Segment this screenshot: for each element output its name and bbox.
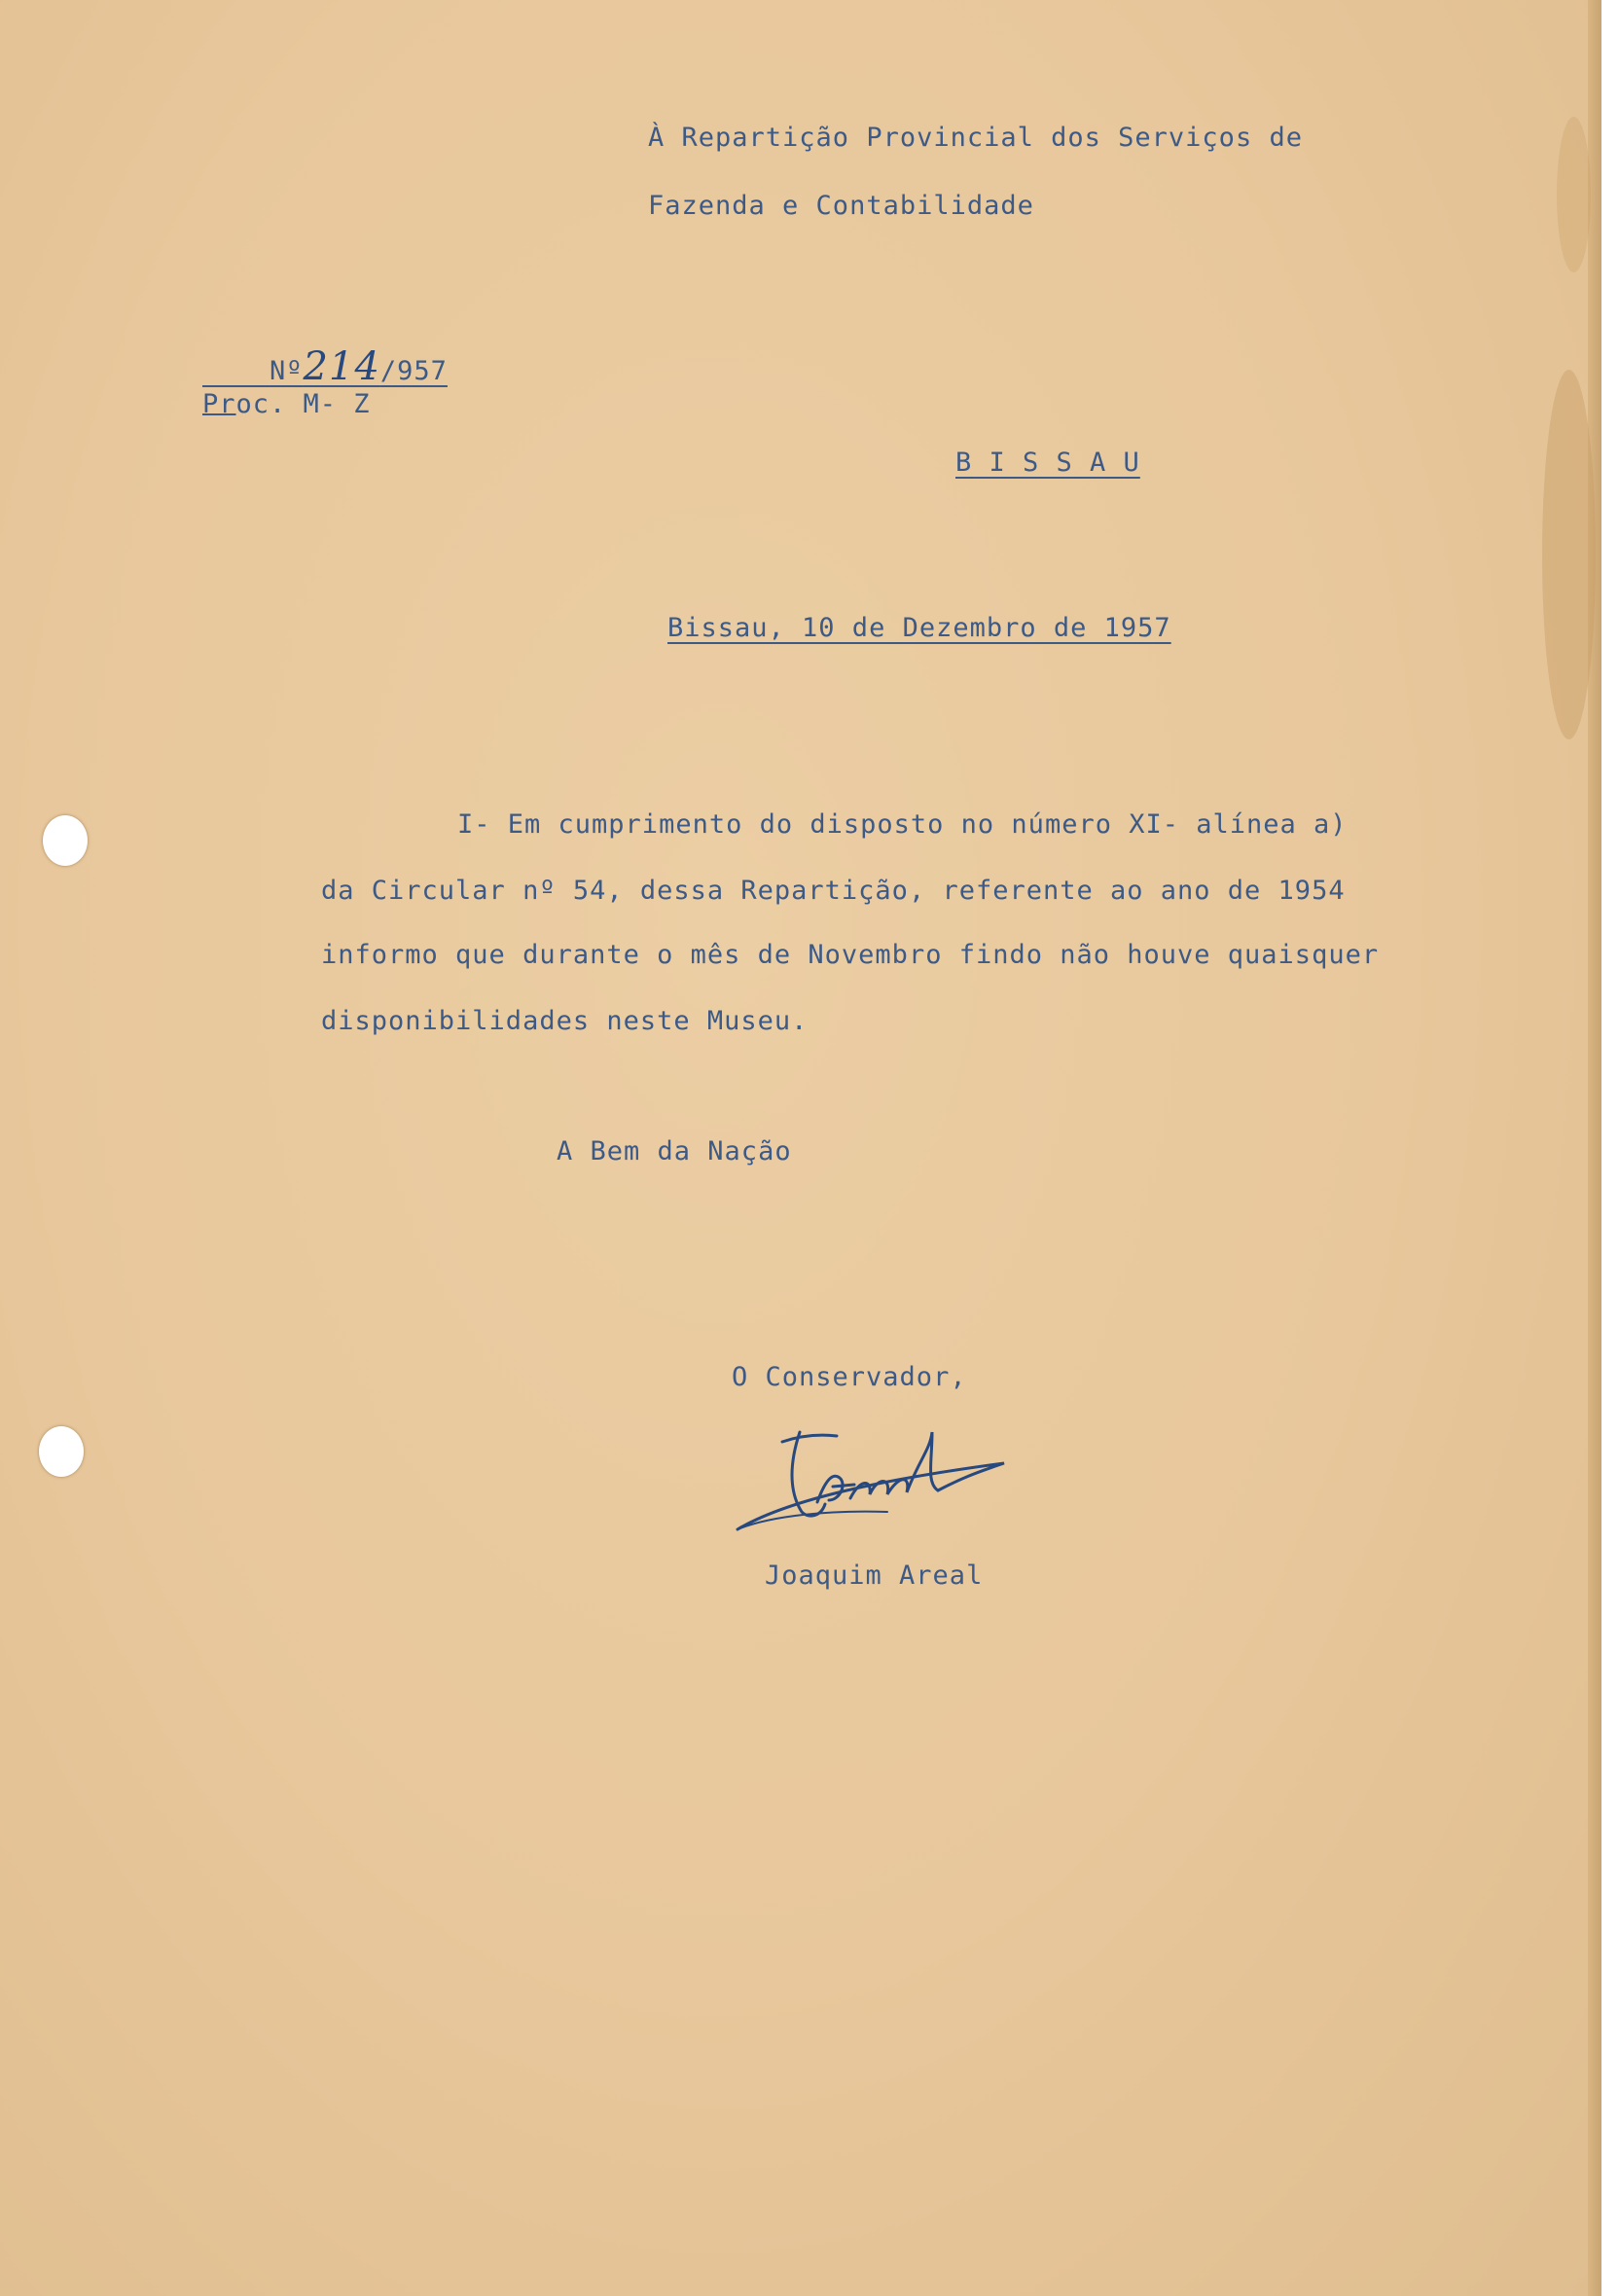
paper-stain: [1542, 370, 1596, 739]
reference-handwritten-number: 214: [303, 344, 380, 389]
addressee-line-2: Fazenda e Contabilidade: [648, 191, 1034, 221]
punch-hole-top: [43, 815, 88, 866]
body-line: informo que durante o mês de Novembro findo não houve quaisquer: [321, 940, 1380, 970]
paper-edge: [1588, 0, 1601, 2296]
body-line: I- Em cumprimento do disposto no número XI- alínea a): [457, 809, 1348, 840]
body-line: disponibilidades neste Museu.: [321, 1006, 809, 1036]
closing-salutation: A Bem da Nação: [557, 1136, 792, 1166]
signer-title: O Conservador,: [732, 1362, 967, 1392]
paper-stain: [1557, 117, 1591, 272]
signature: [732, 1422, 1043, 1549]
letter-date: Bissau, 10 de Dezembro de 1957: [667, 613, 1171, 643]
signer-name: Joaquim Areal: [765, 1561, 984, 1591]
reference-prefix: Nº: [270, 356, 304, 386]
process-code: Proc. M- Z: [202, 389, 371, 419]
addressee-line-1: À Repartição Provincial dos Serviços de: [648, 123, 1303, 153]
body-line: da Circular nº 54, dessa Repartição, referente ao ano de 1954: [321, 876, 1346, 906]
punch-hole-bottom: [39, 1426, 84, 1477]
destination: B I S S A U: [955, 448, 1140, 478]
reference-year: /957: [379, 356, 448, 386]
